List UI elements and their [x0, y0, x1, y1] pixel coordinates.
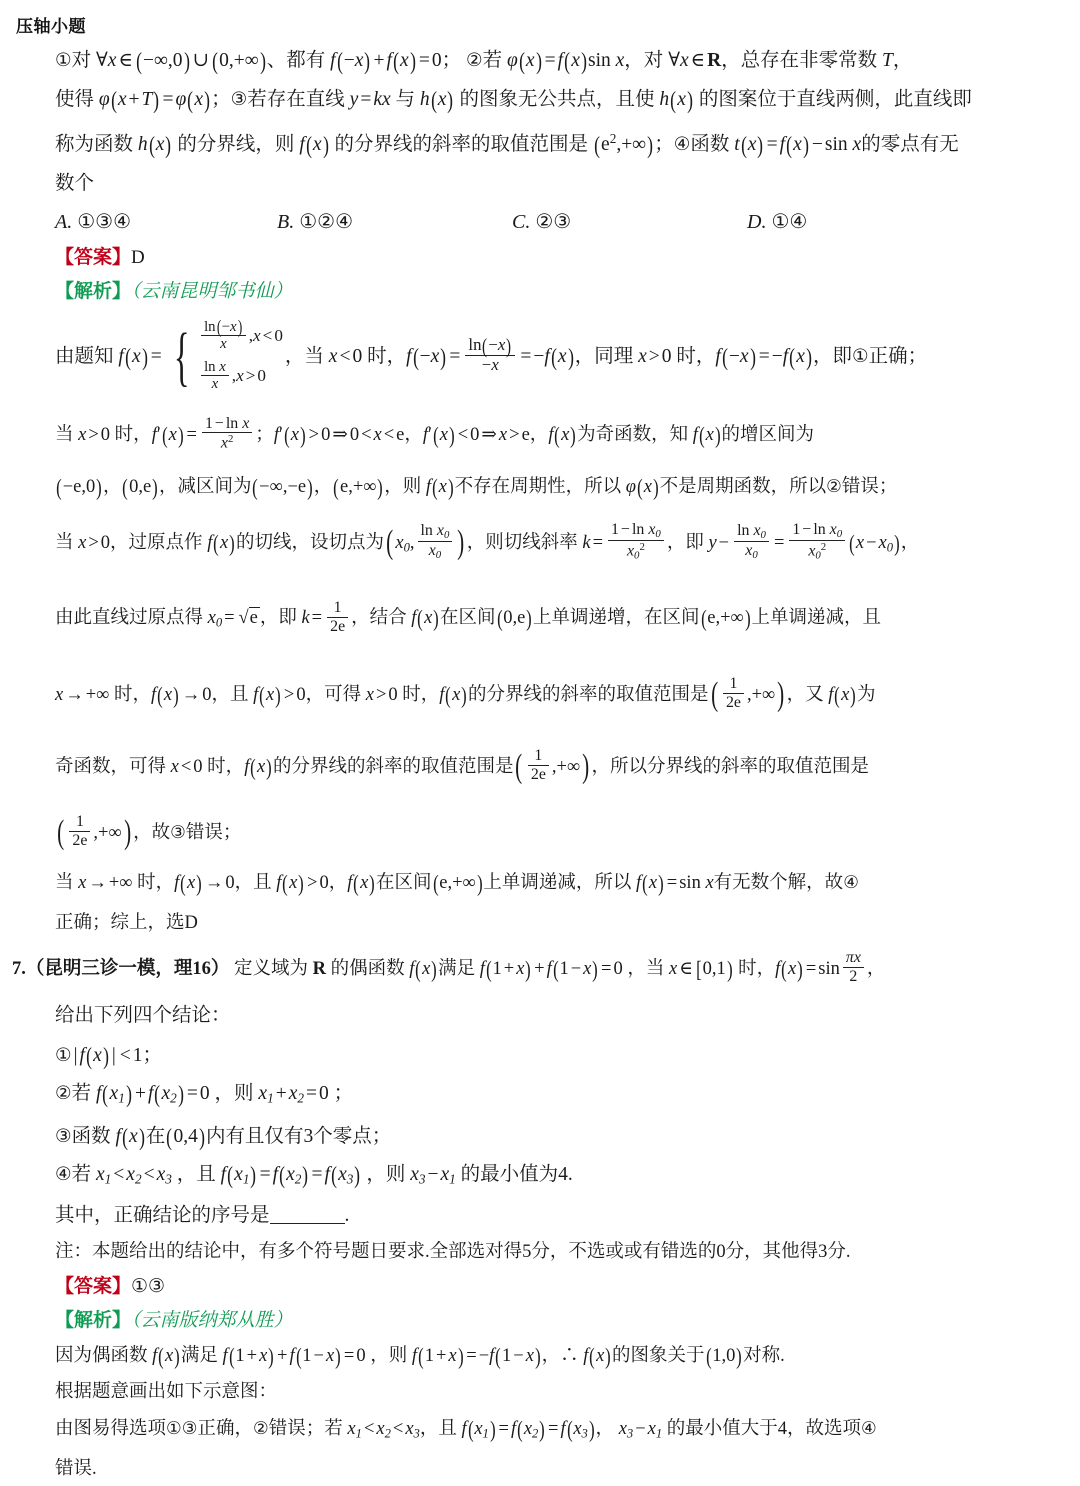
problem2-prompt: 给出下列四个结论：: [55, 1004, 231, 1026]
problem1-solution-line-4: 当 x > 0，过原点作 f(x)的切线，设切点为( $x_0$, $\frac{\ln x_0}{x_0}$ ) ，则切线斜率 k = $\frac{1 - \ln x_0}{x_0^2}$ ，即 y − $\frac{\ln x_0}{x_0}$ = $\frac{1 - \ln x_0}{x_0^2}$ $(x - x_0)$，: [55, 521, 920, 563]
option-d-value: ①④: [771, 210, 808, 233]
problem2-solution-line-4: 错误.: [55, 1458, 97, 1479]
problem2-fill-in-prefix: 其中，正确结论的序号是: [55, 1205, 270, 1227]
problem2-solution-line-3: 由图易得选项①③正确，②错误；若 $x_1 < x_2 < x_3$，且 $f(x_1) = f(x_2) = f(x_3)$， $x_3 - x_1$ 的最小值大于4，故选项④: [55, 1417, 877, 1444]
problem1-analysis-row: [0, 275, 1080, 309]
problem2-fill-in-suffix: .: [344, 1205, 350, 1227]
answer-value: D: [131, 246, 145, 268]
problem2-fill-in-row: [0, 1198, 1080, 1234]
problem1-solution-line-5: 由此直线过原点得 $x_0 = √e$ ，即 k = $\frac{1}{2e}$ ，结合 f(x)在区间(0,e)上单调递增，在区间(e,+∞)上单调递减，且: [55, 598, 881, 635]
problem1-answer-row: [0, 241, 1080, 275]
problem1-statement-line-2: 使得 φ(x + T) = φ(x)；③若存在直线 y = kx 与 h(x) 的图象无公共点，且使 h(x) 的图案位于直线两侧，此直线即: [55, 86, 972, 114]
problem1-solution-line-10: 正确；综上，选D: [55, 912, 198, 933]
analysis-label: 【解析】: [55, 1310, 132, 1332]
problem2-solution-line-2: 根据题意画出如下示意图：: [55, 1382, 278, 1403]
option-b[interactable]: [277, 203, 512, 241]
answer-label: 【答案】: [55, 1276, 132, 1298]
problem2-conclusion-1: ① | f(x) | < 1；: [55, 1042, 163, 1070]
option-a[interactable]: [55, 203, 277, 241]
problem2-note: 注：本题给出的结论中，有多个符号题日要求.全部选对得5分，不选或或有错选的0分，其他得3分.: [55, 1242, 851, 1263]
problem2-solution-line-1: 因为偶函数 f(x)满足 f(1 + x) + f(1 − x) = 0 ，则 f(1 + x) = −f(1 − x)，∴ f(x)的图象关于(1,0)对称.: [55, 1344, 785, 1371]
problem2-source: （昆明三诊一模，理16）: [25, 958, 230, 979]
answer-blank[interactable]: [270, 1223, 345, 1224]
option-a-value: ①③④: [77, 210, 132, 233]
problem2-conclusion-2: ②若 $f(x_1) + f(x_2) = 0$ ，则 $x_1 + x_2 = 0$ ；: [55, 1080, 354, 1108]
problem2-conclusion-3: ③函数 f(x)在(0,4)内有且仅有3个零点；: [55, 1123, 392, 1151]
problem2-answer-row: [0, 1270, 1080, 1304]
problem1-solution-line-9: 当 x → +∞ 时，f(x) → 0，且 f(x) > 0，f(x)在区间(e,+∞)上单调递减，所以 f(x) = sin x有无数个解，故④: [55, 870, 859, 897]
option-c-letter: C.: [512, 210, 531, 233]
option-d[interactable]: [747, 203, 897, 241]
problem1-statement-line-1: ①对 ∀x ∈ (−∞,0) ∪ (0,+∞)、都有 f(−x) + f(x) = 0； ②若 φ(x) = f(x)sin x，对 ∀x ∈ R，总存在非零常数 T，: [55, 47, 913, 75]
problem1-solution-line-1: 由题知 f(x) = { $\frac{\ln(-x)}{x}$ ,x < 0 $\frac{\text{ln x}}{x}$ ,x > 0 ，当 x < 0 时，f(−x) = $\frac{\ln(-x)}{-x}$ = −f(x)，同理 x > 0 时，f(−x) = −f(x)，即①正确；: [55, 316, 928, 394]
problem1-statement-line-4: 数个: [55, 172, 95, 194]
problem1-solution-line-8: ( $\frac{1}{2e}$ ,+∞) ，故③错误；: [57, 813, 242, 852]
analysis-label: 【解析】: [55, 280, 132, 302]
option-b-letter: B.: [277, 210, 295, 233]
problem2-analysis-row: [0, 1304, 1080, 1338]
page-title: 压轴小题: [16, 17, 86, 36]
option-a-letter: A.: [55, 210, 73, 233]
problem1-solution-line-6: x → +∞ 时，f(x) → 0，且 f(x) > 0，可得 x > 0 时，f(x)的分界线的斜率的取值范围是( $\frac{1}{2e}$ ,+∞) ，又 f(x)为: [55, 675, 876, 714]
problem1-statement-line-3: 称为函数 h(x) 的分界线，则 f(x) 的分界线的斜率的取值范围是 $(e^2,+\infty)$；④函数 t(x) = f(x) − sin x的零点有无: [55, 131, 959, 159]
problem1-solution-line-7: 奇函数，可得 x < 0 时，f(x)的分界线的斜率的取值范围是( $\frac{1}{2e}$ ,+∞) ，所以分界线的斜率的取值范围是: [55, 747, 870, 786]
problem2-header: 7.（昆明三诊一模，理16） 定义域为 R 的偶函数 f(x)满足 f(1 + x) + f(1 − x) = 0 ，当 x ∈ [0,1) 时，f(x) = sin $\frac{\pi x}{2}$ ，: [12, 949, 886, 986]
problem2-number: 7.: [12, 958, 26, 979]
option-d-letter: D.: [747, 210, 767, 233]
answer-value: ①③: [131, 1276, 166, 1298]
answer-label: 【答案】: [55, 246, 132, 268]
problem1-solution-line-3: (−e,0)，(0,e)，减区间为(−∞,−e)，(e,+∞)，则 f(x)不存在周期性，所以 φ(x)不是周期函数，所以②错误；: [56, 474, 898, 501]
problem1-options: [0, 203, 1080, 241]
option-b-value: ①②④: [299, 210, 354, 233]
problem1-solution-line-2: 当 x > 0 时，f′(x) = $\frac{\text{1 − ln x}}{x^2}$ ；f′(x) > 0 ⇒ 0 < x < e，f′(x) < 0 ⇒ x > e，f(x)为奇函数，知 f(x)的增区间为: [55, 414, 814, 453]
option-c-value: ②③: [535, 210, 572, 233]
analysis-author: （云南昆明邹书仙）: [131, 280, 293, 302]
option-c[interactable]: [512, 203, 747, 241]
analysis-author: （云南版纳郑从胜）: [131, 1310, 293, 1332]
problem2-conclusion-4: ④若 $x_1 < x_2 < x_3$ ，且 $f(x_1) = f(x_2) = f(x_3)$ ，则 $x_3 - x_1$ 的最小值为4.: [55, 1161, 573, 1189]
